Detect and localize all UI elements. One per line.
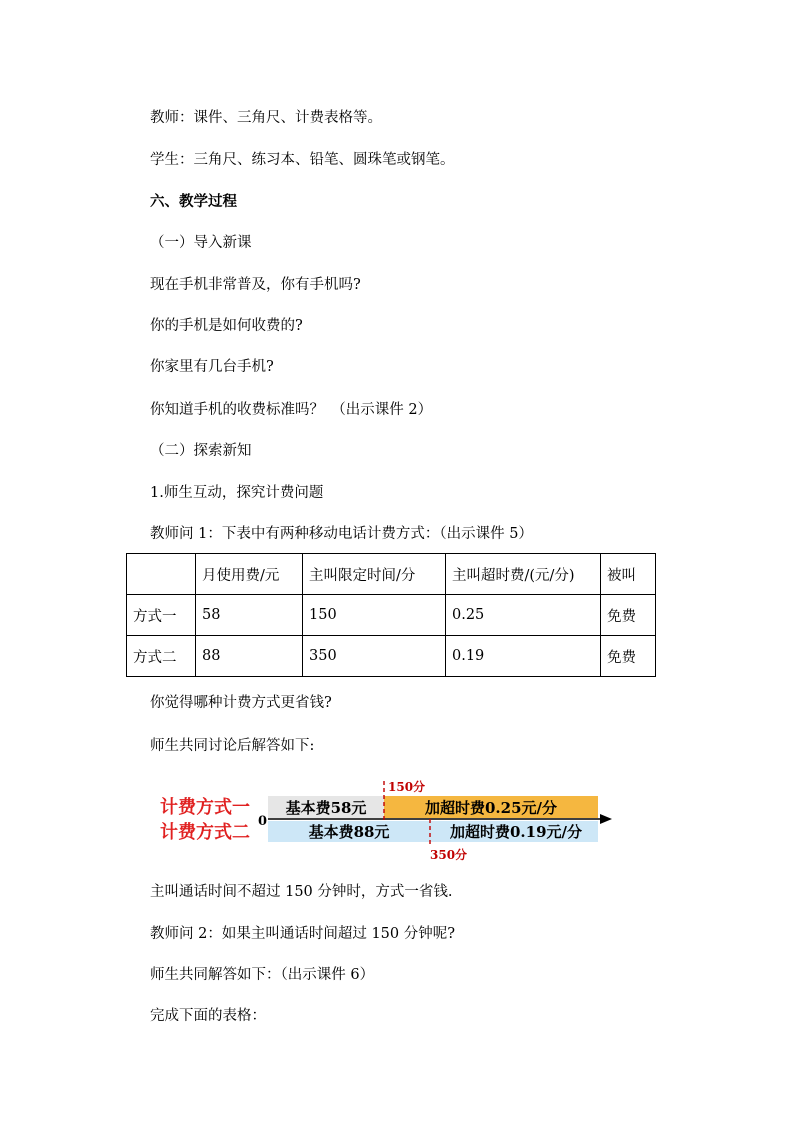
- mark-350-label: 350分: [430, 848, 468, 862]
- table-header-cell: 月使用费/元: [196, 554, 303, 595]
- fee-diagram-svg: [150, 775, 620, 865]
- question-2: 你的手机是如何收费的?: [150, 318, 303, 334]
- table-row: [127, 595, 656, 636]
- conclusion: 主叫通话时间不超过 150 分钟时，方式一省钱.: [150, 884, 453, 900]
- student-materials: 学生：三角尺、练习本、铅笔、圆珠笔或钢笔。: [150, 152, 455, 168]
- complete-table: 完成下面的表格：: [150, 1008, 266, 1024]
- table-cell: 88: [196, 636, 303, 677]
- part-two-heading: （二）探索新知: [150, 443, 252, 459]
- table-cell: 免费: [601, 636, 656, 677]
- question-1: 现在手机非常普及，你有手机吗?: [150, 277, 361, 293]
- teacher-question-2: 教师问 2：如果主叫通话时间超过 150 分钟呢?: [150, 926, 456, 942]
- which-cheaper: 你觉得哪种计费方式更省钱?: [150, 695, 332, 711]
- table-cell: 免费: [601, 595, 656, 636]
- section-six-heading: 六、教学过程: [150, 193, 237, 210]
- teacher-question-1: 教师问 1：下表中有两种移动电话计费方式：（出示课件 5）: [150, 526, 533, 542]
- table-header-cell: 被叫: [601, 554, 656, 595]
- table-header-row: [127, 554, 656, 595]
- question-3: 你家里有几台手机?: [150, 359, 274, 375]
- plan-two-overtime-text: 加超时费0.19元/分: [449, 823, 583, 841]
- question-4: 你知道手机的收费标准吗？ （出示课件 2）: [150, 402, 433, 418]
- table-cell: 350: [303, 636, 446, 677]
- discussion-intro: 师生共同讨论后解答如下:: [150, 738, 315, 754]
- plan-two-label: 计费方式二: [160, 822, 250, 843]
- table-header-cell: 主叫限定时间/分: [303, 554, 446, 595]
- item-1: 1.师生互动，探究计费问题: [150, 485, 324, 501]
- table-cell: 58: [196, 595, 303, 636]
- plan-two-base-text: 基本费88元: [308, 823, 390, 841]
- table-row: [127, 636, 656, 677]
- plan-one-base-text: 基本费58元: [285, 799, 367, 817]
- axis-arrow-icon: [600, 814, 612, 824]
- answer-intro: 师生共同解答如下：（出示课件 6）: [150, 967, 375, 983]
- axis-origin: 0: [258, 814, 268, 829]
- table-cell: 150: [303, 595, 446, 636]
- table-cell: 0.25: [446, 595, 601, 636]
- table-header-cell: [127, 554, 196, 595]
- table-cell: 方式一: [127, 595, 196, 636]
- table-header-cell: 主叫超时费/(元/分): [446, 554, 601, 595]
- teacher-materials: 教师：课件、三角尺、计费表格等。: [150, 110, 382, 126]
- fee-table: [126, 553, 656, 677]
- plan-one-overtime-text: 加超时费0.25元/分: [424, 799, 558, 817]
- part-one-heading: （一）导入新课: [150, 235, 252, 251]
- mark-150-label: 150分: [388, 780, 426, 794]
- table-cell: 0.19: [446, 636, 601, 677]
- plan-one-label: 计费方式一: [160, 797, 250, 818]
- fee-diagram: [150, 775, 620, 865]
- table-cell: 方式二: [127, 636, 196, 677]
